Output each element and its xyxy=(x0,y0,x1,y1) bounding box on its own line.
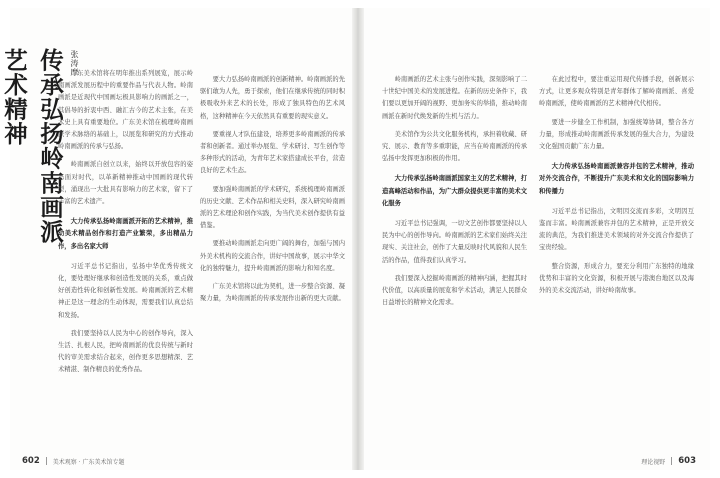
body-paragraph: 要加强岭南画派的学术研究，系统梳理岭南画派的历史文献、艺术作品和相关史料，深入研究岭南画派的艺术理论和创作实践，为当代美术创作提供有益借鉴。 xyxy=(200,185,345,230)
body-paragraph: 要大力弘扬岭南画派的创新精神。岭南画派的先驱们敢为人先，勇于探索，他们在继承传统的同时积极吸收外来艺术的长处，形成了独具特色的艺术风格，这种精神在今天依然具有重要的现实意义。 xyxy=(200,76,345,120)
body-paragraph: 习近平总书记指出，文明因交流而多彩，文明因互鉴而丰富。岭南画派兼容并包的艺术精神，正是开放交流的典范，为我们推进美术领域的对外交流合作提供了宝贵经验。 xyxy=(539,207,694,252)
body-paragraph: 整合资源，形成合力，要充分利用广东独特的地缘优势和丰富的文化资源，积极开展与港澳台地区以及海外的美术交流活动，讲好岭南故事。 xyxy=(539,262,694,295)
left-column-2 xyxy=(200,74,345,454)
right-running-head: 理论视野 xyxy=(641,458,666,466)
body-paragraph: 在此过程中，要注重运用现代传播手段，创新展示方式，让更多观众特别是青年群体了解岭南画派、喜爱岭南画派，使岭南画派的艺术精神代代相传。 xyxy=(539,76,694,108)
right-footer xyxy=(641,456,696,466)
article-author: 张涛摩 xyxy=(70,50,79,77)
body-paragraph: 美术馆作为公共文化服务机构，承担着收藏、研究、展示、教育等多重职能，应当在岭南画派的传承弘扬中发挥更加积极的作用。 xyxy=(382,130,527,163)
body-paragraph: 要进一步健全工作机制，加强统筹协调，整合各方力量，形成推动岭南画派传承发展的强大合力，为建设文化强国贡献广东力量。 xyxy=(539,118,694,151)
body-paragraph: 广东美术馆将在明年推出系列展览，展示岭南画派发展历程中的重要作品与代表人物。岭南画派是近现代中国画坛极具影响力的画派之一，其倡导的折衷中西、融汇古今的艺术主张，在美术史上具有重要地位。广东美术馆在梳理岭南画派学术脉络的基础上，以展览和研究的方式推动岭南画派的传承与弘扬。 xyxy=(58,70,193,151)
article-title: 传承弘扬岭南画派艺术精神 xyxy=(0,48,64,244)
section-heading: 大力传承弘扬岭南画派开拓的艺术精神，推动美术精品创作和打造产业繁荣，多出精品力作，多出名家大师 xyxy=(58,218,193,250)
right-page xyxy=(364,8,710,470)
body-paragraph: 岭南画派的艺术主张与创作实践，深刻影响了二十世纪中国美术的发展进程。在新的历史条件下，我们要以更加开阔的视野、更加务实的举措，推动岭南画派在新时代焕发新的生机与活力。 xyxy=(382,76,527,120)
body-paragraph: 我们要深入挖掘岭南画派的精神内涵，把握其时代价值，以高质量的展览和学术活动，满足人民群众日益增长的精神文化需求。 xyxy=(382,274,527,307)
body-paragraph: 要重视人才队伍建设，培养更多岭南画派的传承者和创新者。通过举办展览、学术研讨、写生创作等多种形式的活动，为青年艺术家搭建成长平台，营造良好的艺术生态。 xyxy=(200,130,345,175)
footer-divider xyxy=(46,457,47,465)
right-column-1 xyxy=(382,74,527,454)
body-paragraph: 习近平总书记强调，一切文艺创作都要坚持以人民为中心的创作导向。岭南画派的艺术家们始终关注现实、关注社会，创作了大量反映时代风貌和人民生活的作品，值得我们认真学习。 xyxy=(382,220,527,264)
right-page-number: 603 xyxy=(678,456,696,466)
body-paragraph: 岭南画派自创立以来，始终以开放包容的姿态面对时代，以革新精神推动中国画的现代转型，涌现出一大批具有影响力的艺术家，留下了丰富的艺术遗产。 xyxy=(58,161,193,206)
footer-divider xyxy=(671,457,672,465)
section-heading: 大力传承弘扬岭南画派兼容并包的艺术精神，推动对外交流合作，不断提升广东美术和文化的国际影响力和传播力 xyxy=(539,163,694,195)
left-page-number: 602 xyxy=(22,456,40,466)
page-gutter xyxy=(352,8,364,470)
left-column-1 xyxy=(58,68,193,454)
body-paragraph: 要推动岭南画派走向更广阔的舞台，加强与国内外美术机构的交流合作，讲好中国故事，展示中华文化的独特魅力，提升岭南画派的影响力和知名度。 xyxy=(200,240,345,272)
section-heading: 大力传承弘扬岭南画派国家主义的艺术精神，打造高峰活动和作品，为广大群众提供更丰富的美术文化服务 xyxy=(382,175,527,207)
left-page xyxy=(0,8,352,470)
right-column-2 xyxy=(539,74,694,454)
body-paragraph: 我们要坚持以人民为中心的创作导向，深入生活、扎根人民，把岭南画派的优良传统与新时代的审美需求结合起来，创作更多思想精深、艺术精湛、制作精良的优秀作品。 xyxy=(58,329,193,374)
body-paragraph: 广东美术馆将以此为契机，进一步整合资源、凝聚力量，为岭南画派的传承发展作出新的更大贡献。 xyxy=(200,283,345,303)
body-paragraph: 习近平总书记指出，弘扬中华优秀传统文化，要处理好继承和创造性发展的关系，重点做好创造性转化和创新性发展。岭南画派的艺术精神正是这一理念的生动体现，需要我们认真总结和发扬。 xyxy=(58,262,193,319)
left-footer xyxy=(22,456,124,466)
left-running-head: 美术观察 · 广东美术馆专题 xyxy=(52,458,125,466)
